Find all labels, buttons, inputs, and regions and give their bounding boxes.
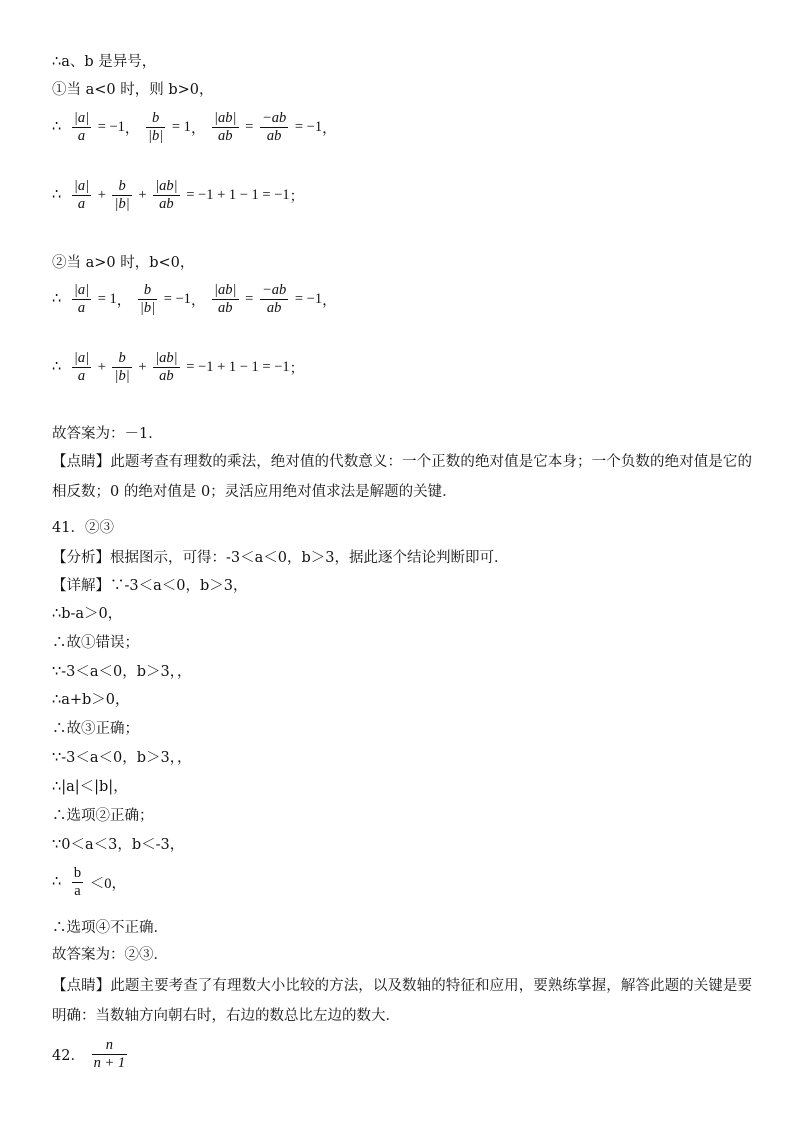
- fraction: $\frac{|a|}{a}$: [73, 282, 90, 316]
- therefore-symbol: ∴: [52, 187, 62, 203]
- text-line: ∴选项②正确；: [52, 808, 154, 824]
- text-line: ∵0＜a＜3，b＜-3，: [52, 837, 185, 853]
- fraction: $\frac{|a|}{a}$: [73, 178, 90, 212]
- math-row: ∴ $\frac{|a|}{a}$ = −1， $\frac{b}{|b|}$ = 1， $\frac{|ab|}{ab}$ = $\frac{-ab}{ab}$ = −1，: [52, 110, 337, 144]
- math-row: ∴ $\frac{|a|}{a}$ + $\frac{b}{|b|}$ + $\frac{|ab|}{ab}$ = −1 + 1 − 1 = −1；: [52, 178, 305, 212]
- therefore-symbol: ∴: [52, 359, 62, 375]
- math-row: ∴ $\frac{b}{a}$ ＜0，: [52, 865, 126, 899]
- text-line: ∴a、b 是异号，: [52, 54, 157, 70]
- question-number: 42．: [52, 1048, 85, 1064]
- fraction: $\frac{|a|}{a}$: [73, 350, 90, 384]
- answer-line: 故答案为：－1．: [52, 426, 163, 442]
- text-line: ∴a+b＞0，: [52, 692, 130, 708]
- text-line: ∴b-a＞0，: [52, 606, 123, 622]
- text-line: ∴|a|＜|b|，: [52, 779, 128, 795]
- therefore-symbol: ∴: [52, 291, 62, 307]
- math-row: ∴ $\frac{|a|}{a}$ + $\frac{b}{|b|}$ + $\frac{|ab|}{ab}$ = −1 + 1 − 1 = −1；: [52, 350, 305, 384]
- question-number: 41．②③: [52, 520, 114, 536]
- therefore-symbol: ∴: [52, 874, 62, 890]
- text-line: ∴故①错误；: [52, 635, 139, 651]
- therefore-symbol: ∴: [52, 119, 62, 135]
- fraction: $\frac{n}{n + 1}$: [93, 1037, 126, 1071]
- fraction: $\frac{-ab}{ab}$: [261, 282, 287, 316]
- comment-paragraph: 【点睛】此题主要考查了有理数大小比较的方法，以及数轴的特征和应用，要熟练掌握，解答此题的关键是要明确：当数轴方向朝右时，右边的数总比左边的数大．: [52, 978, 752, 1024]
- fraction: $\frac{b}{|b|}$: [148, 110, 164, 144]
- analysis-line: 【分析】根据图示，可得：-3＜a＜0，b＞3，据此逐个结论判断即可．: [52, 550, 509, 566]
- text-line: ∴选项④不正确．: [52, 920, 168, 936]
- answer-line: 故答案为：②③．: [52, 947, 168, 963]
- text-line: ∴故③正确；: [52, 721, 139, 737]
- text-line: ②当 a>0 时，b<0，: [52, 255, 195, 271]
- fraction: $\frac{|ab|}{ab}$: [214, 110, 237, 144]
- text-line: ∵-3＜a＜0，b＞3，，: [52, 750, 192, 766]
- fraction: $\frac{|ab|}{ab}$: [214, 282, 237, 316]
- text-line: ①当 a<0 时，则 b>0，: [52, 82, 214, 98]
- fraction: $\frac{b}{|b|}$: [139, 282, 156, 316]
- math-row: ∴ $\frac{|a|}{a}$ = 1， $\frac{b}{|b|}$ = −1， $\frac{|ab|}{ab}$ = $\frac{-ab}{ab}$ = −1，: [52, 282, 337, 316]
- detail-line: 【详解】∵-3＜a＜0，b＞3，: [52, 578, 248, 594]
- fraction: $\frac{b}{a}$: [73, 865, 82, 899]
- text-line: ∵-3＜a＜0，b＞3，，: [52, 664, 192, 680]
- comment-paragraph: 【点睛】此题考查有理数的乘法，绝对值的代数意义：一个正数的绝对值是它本身；一个负数的绝对值是它的相反数；0 的绝对值是 0；灵活应用绝对值求法是解题的关键．: [52, 454, 752, 500]
- question-42: [52, 1037, 129, 1072]
- fraction: $\frac{b}{|b|}$: [114, 350, 130, 384]
- fraction: $\frac{|ab|}{ab}$: [155, 350, 178, 384]
- fraction: $\frac{|ab|}{ab}$: [155, 178, 178, 212]
- fraction: $\frac{b}{|b|}$: [114, 178, 130, 212]
- fraction: $\frac{-ab}{ab}$: [261, 110, 287, 144]
- fraction: $\frac{|a|}{a}$: [73, 110, 90, 144]
